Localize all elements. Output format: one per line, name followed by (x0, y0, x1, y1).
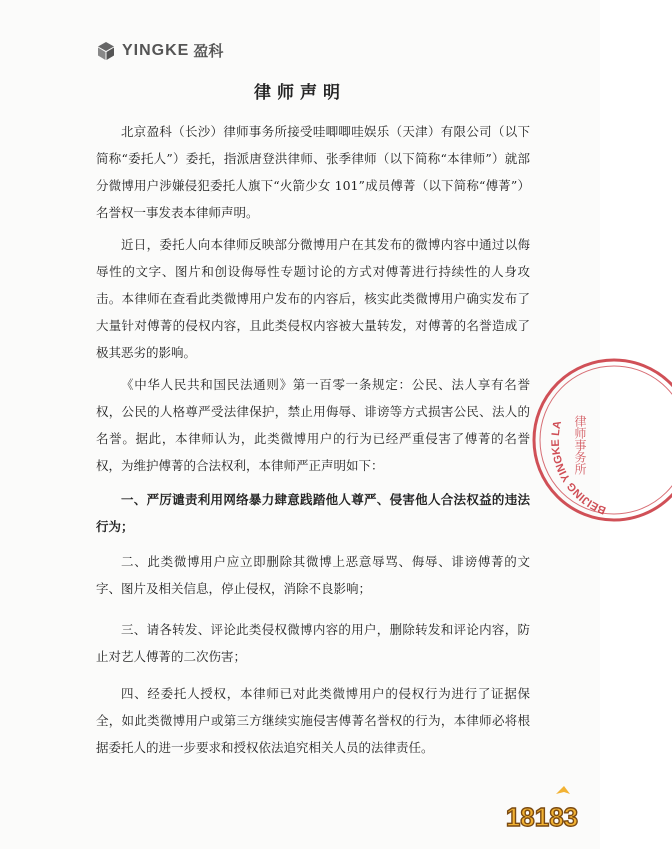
law-firm-seal (532, 345, 672, 535)
paragraph-item-3: 三、请各转发、评论此类侵权微博内容的用户，删除转发和评论内容，防止对艺人傅菁的二次伤害； (96, 622, 530, 664)
site-watermark (494, 784, 590, 838)
paragraph-item-4: 四、经委托人授权，本律师已对此类微博用户的侵权行为进行了证据保全，如此类微博用户或第三方继续实施侵害傅菁名誉权的行为，本律师必将根据委托人的进一步要求和授权依法追究相关人员的法律责任。 (96, 686, 530, 755)
logo-cn-text: 盈科 (193, 42, 224, 60)
page-title: 律师声明 (254, 83, 346, 103)
firm-logo (96, 40, 223, 61)
watermark-text: 18183 (505, 802, 579, 832)
seal-cn-text: 律师事务所 (573, 415, 587, 475)
paragraph-item-2: 二、此类微博用户应立即删除其微博上恶意辱骂、侮辱、诽谤傅菁的文字、图片及相关信息，停止侵权，消除不良影响； (96, 554, 530, 596)
paragraph-legal-basis: 《中华人民共和国民法通则》第一百零一条规定：公民、法人享有名誉权，公民的人格尊严受法律保护，禁止用侮辱、诽谤等方式损害公民、法人的名誉。据此，本律师认为，此类微博用户的行为已经严重侵害了傅菁的名誉权，为维护傅菁的合法权利，本律师严正声明如下： (96, 377, 530, 473)
seal-text: BEIJING YINGKE LA (549, 419, 608, 517)
cube-logo-icon (96, 41, 116, 61)
logo-text: YINGKE (122, 41, 190, 59)
paragraph-item-1: 一、严厉谴责利用网络暴力肆意践踏他人尊严、侵害他人合法权益的违法行为； (96, 492, 530, 534)
paragraph-facts: 近日，委托人向本律师反映部分微博用户在其发布的微博内容中通过以侮辱性的文字、图片和创设侮辱性专题讨论的方式对傅菁进行持续性的人身攻击。本律师在查看此类微博用户发布的内容后，核实此类微博用户确实发布了大量针对傅菁的侵权内容，且此类侵权内容被大量转发，对傅菁的名誉造成了极其恶劣的影响。 (96, 237, 530, 360)
crown-icon (556, 786, 570, 794)
paragraph-intro: 北京盈科（长沙）律师事务所接受哇唧唧哇娱乐（天津）有限公司（以下简称“委托人”）委托，指派唐登洪律师、张季律师（以下简称“本律师”）就部分微博用户涉嫌侵犯委托人旗下“火箭少女 101”成员傅菁（以下简称“傅菁”）名誉权一事发表本律师声明。 (96, 124, 530, 220)
